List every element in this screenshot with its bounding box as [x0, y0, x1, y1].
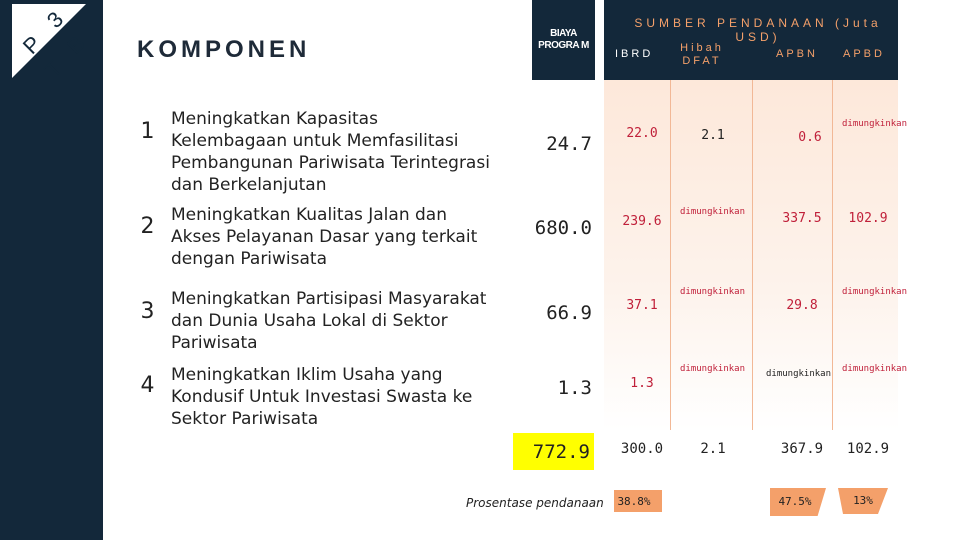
row-ibrd: 22.0 — [626, 126, 658, 141]
row-description: Meningkatkan Kualitas Jalan dan Akses Pelayanan Dasar yang terkait dengan Pariwisata — [171, 205, 478, 269]
pct-ibrd: 38.8% — [617, 495, 651, 508]
pct-apbd: 13% — [853, 494, 873, 507]
row-apbd: dimungkinkan — [842, 119, 908, 129]
row-description: Meningkatkan Iklim Usaha yang Kondusif Untuk Investasi Swasta ke Sektor Pariwisata — [171, 365, 473, 429]
row-apbd: dimungkinkan — [842, 364, 908, 374]
header-sumber-title: SUMBER PENDANAAN (Juta USD) — [634, 16, 882, 44]
total-ibrd: 300.0 — [620, 441, 664, 457]
row-ibrd: 1.3 — [630, 376, 654, 391]
row-biaya: 1.3 — [557, 377, 592, 399]
row-biaya: 24.7 — [546, 133, 592, 155]
header-hibah-dfat: Hibah DFAT — [680, 42, 724, 67]
row-number: 1 — [134, 117, 161, 147]
row-biaya: 680.0 — [534, 217, 592, 239]
total-apbd: 102.9 — [846, 441, 890, 457]
row-apbd: dimungkinkan — [842, 287, 908, 297]
total-biaya: 772.9 — [532, 441, 590, 463]
row-biaya: 66.9 — [546, 302, 592, 324]
page-title: KOMPONEN — [137, 36, 311, 63]
total-apbn: 367.9 — [780, 441, 824, 457]
logo-letter-t: T — [39, 55, 68, 83]
row-hibah: 2.1 — [701, 128, 725, 143]
header-biaya: BIAYA PROGRA M — [532, 0, 595, 80]
row-description: Meningkatkan Partisipasi Masyarakat dan Dunia Usaha Lokal di Sektor Pariwisata — [171, 289, 487, 353]
row-number: 3 — [134, 297, 161, 327]
logo-dot: · — [50, 37, 55, 53]
row-apbn: 0.6 — [798, 130, 822, 145]
row-number: 2 — [134, 212, 161, 242]
row-ibrd: 37.1 — [626, 298, 658, 313]
logo — [10, 2, 100, 92]
row-hibah: dimungkinkan — [680, 207, 746, 217]
header-ibrd: IBRD — [615, 48, 654, 60]
row-hibah: dimungkinkan — [680, 364, 746, 374]
header-apbn: APBN — [776, 48, 818, 60]
row-description: Meningkatkan Kapasitas Kelembagaan untuk Memfasilitasi Pembangunan Pariwisata Terintegrasi dan Berkelanjutan — [171, 109, 490, 195]
row-apbd: 102.9 — [848, 211, 888, 226]
header-apbd: APBD — [843, 48, 885, 60]
logo-letter-3: 3 — [41, 6, 69, 33]
row-hibah: dimungkinkan — [680, 287, 746, 297]
prosentase-label: Prosentase pendanaan — [466, 496, 604, 510]
row-apbn: 337.5 — [782, 211, 822, 226]
pct-apbn: 47.5% — [778, 495, 812, 508]
row-apbn: dimungkinkan — [766, 369, 832, 379]
total-hibah: 2.1 — [700, 441, 726, 457]
row-ibrd: 239.6 — [622, 214, 662, 229]
row-number: 4 — [134, 371, 161, 401]
row-apbn: 29.8 — [786, 298, 818, 313]
logo-letter-b: B — [61, 30, 90, 59]
column-divider — [752, 80, 753, 430]
logo-letter-p: P — [17, 30, 46, 59]
